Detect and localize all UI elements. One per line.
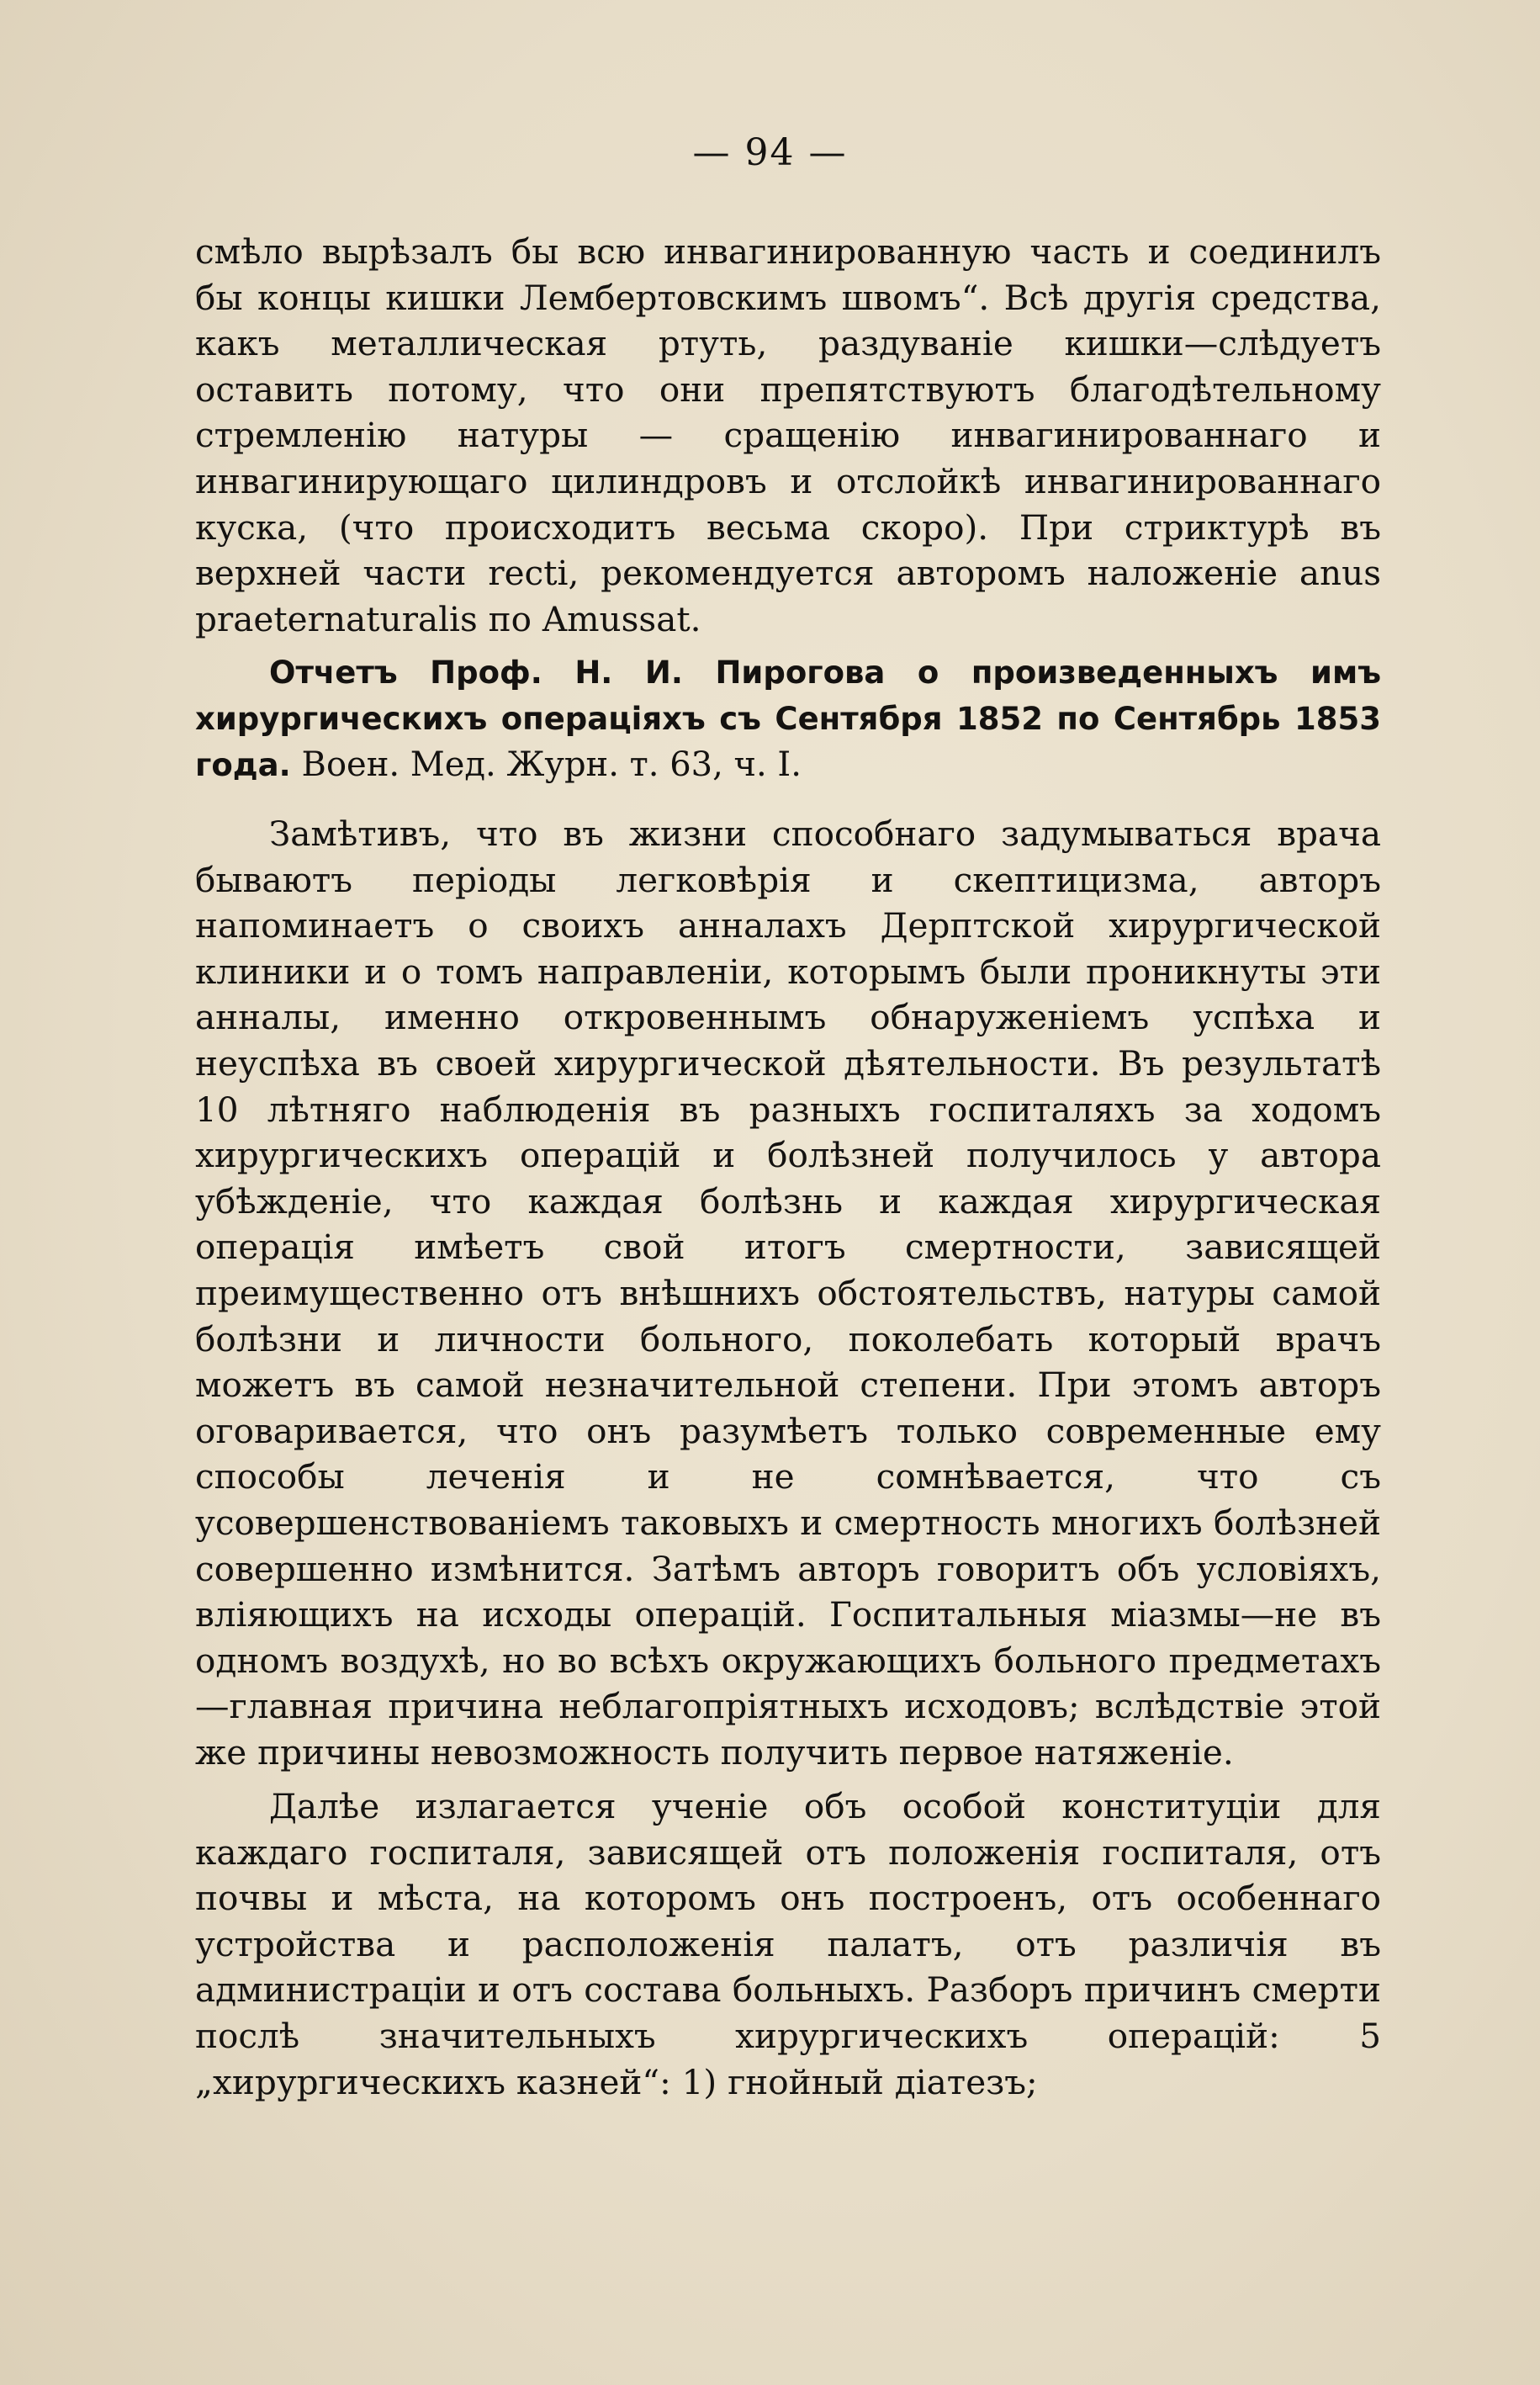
paragraph-text: Далѣе излагается ученіе объ особой конституціи для каждаго госпиталя, зависящей отъ положенія госпиталя, отъ почвы и мѣста, на которомъ онъ построенъ, отъ особеннаго устройства и расположенія палатъ, отъ различія въ администраціи и отъ состава больныхъ. Разборъ причинъ смерти послѣ значительныхъ хирургическихъ операцій: 5 „хирургическихъ казней“: 1) гнойный діатезъ;	[195, 1786, 1381, 2102]
page-number: — 94 —	[692, 131, 848, 174]
paragraph-text: Замѣтивъ, что въ жизни способнаго задумываться врача бываютъ періоды легковѣрія и скептицизма, авторъ напоминаетъ о своихъ анналахъ Дерптской хирургической клиники и о томъ направленіи, которымъ были проникнуты эти анналы, именно откровеннымъ обнаруженіемъ успѣха и неуспѣха въ своей хирургической дѣятельности. Въ результатѣ 10 лѣтняго наблюденія въ разныхъ госпиталяхъ за ходомъ хирургическихъ операцій и болѣзней получилось у автора убѣжденіе, что каждая болѣзнь и каждая хирургическая операція имѣетъ свой итогъ смертности, зависящей преимущественно отъ внѣшнихъ обстоятельствъ, натуры самой болѣзни и личности больного, поколебать который врачъ можетъ въ самой незначительной степени. При этомъ авторъ оговаривается, что онъ разумѣетъ только современные ему способы леченія и не сомнѣвается, что съ усовершенствованіемъ таковыхъ и смертность многихъ болѣзней совершенно измѣнится. Затѣмъ авторъ говоритъ объ условіяхъ, вліяющихъ на исходы операцій. Госпитальныя міазмы—не въ одномъ воздухѣ, но во всѣхъ окружающихъ больного предметахъ—главная причина неблагопріятныхъ исходовъ; вслѣдствіе этой же причины невозможность получить первое натяженіе.	[195, 814, 1381, 1773]
report-source: Воен. Мед. Журн. т. 63, ч. I.	[301, 745, 802, 784]
paragraph-text: смѣло вырѣзалъ бы всю инвагинированную часть и соединилъ бы концы кишки Лембертовскимъ швомъ“. Всѣ другія средства, какъ металлическая ртуть, раздуваніе кишки—слѣдуетъ оставить потому, что они препятствуютъ благодѣтельному стремленію натуры — сращенію инвагинированнаго и инвагинирующаго цилиндровъ и отслойкѣ инвагинированнаго куска, (что происходитъ весьма скоро). При стриктурѣ въ верхней части recti, рекомендуется авторомъ наложеніе anus praeternaturalis по Amussat.	[195, 231, 1381, 639]
paragraph-continuation	[195, 229, 1381, 642]
paragraph-summary	[195, 811, 1381, 1775]
report-title: Отчетъ Проф. Н. И. Пирогова о произведенныхъ имъ хирургическихъ операціяхъ съ Сентября 1852 по Сентябрь 1853 года.	[195, 655, 1381, 783]
report-heading	[195, 649, 1381, 788]
paragraph-hospital-constitution	[195, 1783, 1381, 2105]
